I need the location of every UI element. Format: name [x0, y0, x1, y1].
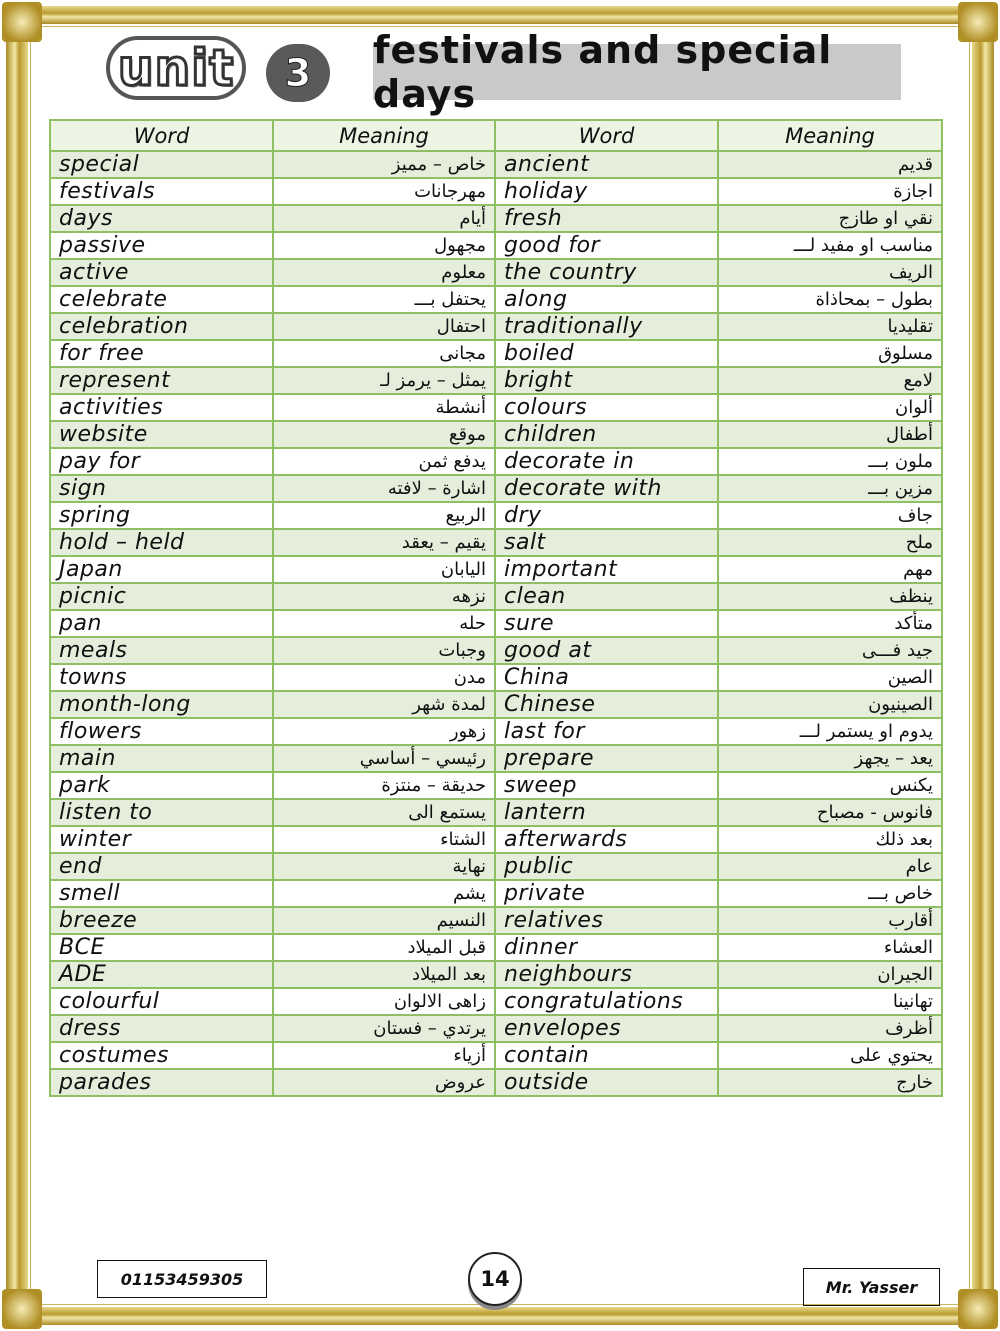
- meaning-cell: معلوم: [273, 259, 495, 286]
- meaning-cell: نهاية: [273, 853, 495, 880]
- table-row: [50, 799, 942, 826]
- meaning-cell: مهم: [718, 556, 942, 583]
- meaning-cell: حله: [273, 610, 495, 637]
- meaning-cell: يعد – يجهز: [718, 745, 942, 772]
- word-cell: month-long: [50, 691, 273, 718]
- meaning-cell: جاف: [718, 502, 942, 529]
- word-cell: flowers: [50, 718, 273, 745]
- meaning-cell: خاص – مميز: [273, 151, 495, 178]
- meaning-cell: اجازة: [718, 178, 942, 205]
- word-cell: ADE: [50, 961, 273, 988]
- word-cell: activities: [50, 394, 273, 421]
- frame-bottom-border: [8, 1307, 992, 1325]
- frame-left-border: [6, 6, 28, 1325]
- table-row: [50, 772, 942, 799]
- word-cell: winter: [50, 826, 273, 853]
- vocabulary-table: [49, 119, 943, 1097]
- meaning-cell: أنشطة: [273, 394, 495, 421]
- word-cell: salt: [495, 529, 718, 556]
- word-cell: contain: [495, 1042, 718, 1069]
- word-cell: active: [50, 259, 273, 286]
- page-title: festivals and special days: [373, 28, 833, 116]
- unit-number-badge: [266, 44, 330, 102]
- word-cell: picnic: [50, 583, 273, 610]
- meaning-cell: يدفع ثمن: [273, 448, 495, 475]
- meaning-cell: الريف: [718, 259, 942, 286]
- meaning-cell: اليابان: [273, 556, 495, 583]
- table-row: [50, 691, 942, 718]
- word-cell: bright: [495, 367, 718, 394]
- meaning-cell: لامع: [718, 367, 942, 394]
- word-cell: prepare: [495, 745, 718, 772]
- word-cell: outside: [495, 1069, 718, 1096]
- column-header-word: Word: [50, 120, 273, 151]
- meaning-cell: متأكد: [718, 610, 942, 637]
- meaning-cell: خارج: [718, 1069, 942, 1096]
- table-row: [50, 367, 942, 394]
- word-cell: festivals: [50, 178, 273, 205]
- word-cell: listen to: [50, 799, 273, 826]
- meaning-cell: تقليديا: [718, 313, 942, 340]
- meaning-cell: العشاء: [718, 934, 942, 961]
- word-cell: pay for: [50, 448, 273, 475]
- table-row: [50, 232, 942, 259]
- word-cell: good at: [495, 637, 718, 664]
- meaning-cell: عام: [718, 853, 942, 880]
- word-cell: sweep: [495, 772, 718, 799]
- meaning-cell: احتفال: [273, 313, 495, 340]
- meaning-cell: مناسب او مفيد لـــ: [718, 232, 942, 259]
- word-cell: parades: [50, 1069, 273, 1096]
- word-cell: boiled: [495, 340, 718, 367]
- meaning-cell: زهور: [273, 718, 495, 745]
- table-row: [50, 448, 942, 475]
- word-cell: last for: [495, 718, 718, 745]
- meaning-cell: مجانى: [273, 340, 495, 367]
- word-cell: relatives: [495, 907, 718, 934]
- word-cell: Japan: [50, 556, 273, 583]
- word-cell: children: [495, 421, 718, 448]
- table-row: [50, 151, 942, 178]
- page-number: 14: [468, 1252, 522, 1306]
- meaning-cell: يدوم او يستمر لـــ: [718, 718, 942, 745]
- meaning-cell: مسلوق: [718, 340, 942, 367]
- meaning-cell: ألوان: [718, 394, 942, 421]
- column-header-meaning: Meaning: [273, 120, 495, 151]
- table-row: [50, 421, 942, 448]
- table-row: [50, 394, 942, 421]
- author-box: Mr. Yasser: [803, 1268, 940, 1306]
- word-cell: ancient: [495, 151, 718, 178]
- table-row: [50, 637, 942, 664]
- vocabulary-table-body: [50, 151, 942, 1096]
- word-cell: hold – held: [50, 529, 273, 556]
- table-row: [50, 934, 942, 961]
- table-row: [50, 313, 942, 340]
- table-row: [50, 745, 942, 772]
- word-cell: China: [495, 664, 718, 691]
- table-header-row: [50, 120, 942, 151]
- word-cell: days: [50, 205, 273, 232]
- word-cell: envelopes: [495, 1015, 718, 1042]
- meaning-cell: تهانينا: [718, 988, 942, 1015]
- table-row: [50, 556, 942, 583]
- meaning-cell: الصين: [718, 664, 942, 691]
- meaning-cell: جيد فـــى: [718, 637, 942, 664]
- table-row: [50, 988, 942, 1015]
- unit-label: unit: [117, 39, 235, 97]
- phone-number-box: 01153459305: [97, 1260, 267, 1298]
- table-row: [50, 340, 942, 367]
- word-cell: decorate in: [495, 448, 718, 475]
- word-cell: important: [495, 556, 718, 583]
- word-cell: spring: [50, 502, 273, 529]
- meaning-cell: يشم: [273, 880, 495, 907]
- word-cell: afterwards: [495, 826, 718, 853]
- meaning-cell: قبل الميلاد: [273, 934, 495, 961]
- word-cell: represent: [50, 367, 273, 394]
- meaning-cell: خاص بـــ: [718, 880, 942, 907]
- meaning-cell: نقي او طازج: [718, 205, 942, 232]
- meaning-cell: النسيم: [273, 907, 495, 934]
- column-header-meaning: Meaning: [718, 120, 942, 151]
- meaning-cell: أزياء: [273, 1042, 495, 1069]
- table-row: [50, 286, 942, 313]
- word-cell: lantern: [495, 799, 718, 826]
- meaning-cell: ملون بـــ: [718, 448, 942, 475]
- word-cell: end: [50, 853, 273, 880]
- word-cell: towns: [50, 664, 273, 691]
- meaning-cell: يحتوي على: [718, 1042, 942, 1069]
- title-banner: [373, 28, 901, 116]
- table-row: [50, 1042, 942, 1069]
- table-row: [50, 529, 942, 556]
- meaning-cell: نزهه: [273, 583, 495, 610]
- word-cell: good for: [495, 232, 718, 259]
- frame-corner-ornament: [2, 2, 42, 42]
- word-cell: neighbours: [495, 961, 718, 988]
- meaning-cell: يقيم – يعقد: [273, 529, 495, 556]
- word-cell: celebrate: [50, 286, 273, 313]
- word-cell: decorate with: [495, 475, 718, 502]
- meaning-cell: وجبات: [273, 637, 495, 664]
- meaning-cell: مجهول: [273, 232, 495, 259]
- word-cell: website: [50, 421, 273, 448]
- word-cell: traditionally: [495, 313, 718, 340]
- word-cell: sure: [495, 610, 718, 637]
- table-row: [50, 205, 942, 232]
- word-cell: Chinese: [495, 691, 718, 718]
- word-cell: public: [495, 853, 718, 880]
- table-row: [50, 502, 942, 529]
- frame-top-border: [8, 6, 992, 24]
- table-row: [50, 475, 942, 502]
- word-cell: clean: [495, 583, 718, 610]
- meaning-cell: مزين بـــ: [718, 475, 942, 502]
- word-cell: meals: [50, 637, 273, 664]
- frame-corner-ornament: [958, 2, 998, 42]
- word-cell: colours: [495, 394, 718, 421]
- frame-corner-ornament: [2, 1289, 42, 1329]
- table-row: [50, 1069, 942, 1096]
- meaning-cell: الشتاء: [273, 826, 495, 853]
- meaning-cell: قديم: [718, 151, 942, 178]
- unit-number: 3: [284, 51, 312, 95]
- table-row: [50, 259, 942, 286]
- meaning-cell: عروض: [273, 1069, 495, 1096]
- word-cell: dress: [50, 1015, 273, 1042]
- column-header-word: Word: [495, 120, 718, 151]
- table-row: [50, 826, 942, 853]
- word-cell: breeze: [50, 907, 273, 934]
- word-cell: for free: [50, 340, 273, 367]
- table-row: [50, 853, 942, 880]
- meaning-cell: مهرجانات: [273, 178, 495, 205]
- meaning-cell: يرتدي – فستان: [273, 1015, 495, 1042]
- word-cell: dry: [495, 502, 718, 529]
- word-cell: sign: [50, 475, 273, 502]
- table-row: [50, 961, 942, 988]
- word-cell: costumes: [50, 1042, 273, 1069]
- table-row: [50, 880, 942, 907]
- meaning-cell: الصينيون: [718, 691, 942, 718]
- meaning-cell: بعد ذلك: [718, 826, 942, 853]
- meaning-cell: حديقة – منتزة: [273, 772, 495, 799]
- meaning-cell: ينظف: [718, 583, 942, 610]
- word-cell: colourful: [50, 988, 273, 1015]
- meaning-cell: أظرف: [718, 1015, 942, 1042]
- word-cell: the country: [495, 259, 718, 286]
- word-cell: holiday: [495, 178, 718, 205]
- table-row: [50, 610, 942, 637]
- meaning-cell: مدن: [273, 664, 495, 691]
- meaning-cell: ملح: [718, 529, 942, 556]
- unit-badge: [106, 36, 246, 100]
- frame-right-border: [972, 6, 994, 1325]
- meaning-cell: أطفال: [718, 421, 942, 448]
- word-cell: special: [50, 151, 273, 178]
- table-row: [50, 907, 942, 934]
- meaning-cell: بعد الميلاد: [273, 961, 495, 988]
- word-cell: fresh: [495, 205, 718, 232]
- meaning-cell: الربيع: [273, 502, 495, 529]
- word-cell: dinner: [495, 934, 718, 961]
- meaning-cell: يكنس: [718, 772, 942, 799]
- frame-corner-ornament: [958, 1289, 998, 1329]
- table-row: [50, 664, 942, 691]
- meaning-cell: أقارب: [718, 907, 942, 934]
- table-row: [50, 583, 942, 610]
- meaning-cell: لمدة شهر: [273, 691, 495, 718]
- meaning-cell: رئيسي – أساسي: [273, 745, 495, 772]
- meaning-cell: زاهى الالوان: [273, 988, 495, 1015]
- word-cell: private: [495, 880, 718, 907]
- meaning-cell: أيام: [273, 205, 495, 232]
- meaning-cell: فانوس - مصباح: [718, 799, 942, 826]
- table-row: [50, 178, 942, 205]
- word-cell: park: [50, 772, 273, 799]
- meaning-cell: اشارة – لافته: [273, 475, 495, 502]
- meaning-cell: الجيران: [718, 961, 942, 988]
- word-cell: smell: [50, 880, 273, 907]
- table-row: [50, 1015, 942, 1042]
- meaning-cell: بطول – بمحاذاة: [718, 286, 942, 313]
- meaning-cell: موقع: [273, 421, 495, 448]
- meaning-cell: يحتفل بـــ: [273, 286, 495, 313]
- word-cell: along: [495, 286, 718, 313]
- word-cell: BCE: [50, 934, 273, 961]
- word-cell: pan: [50, 610, 273, 637]
- meaning-cell: يستمع الى: [273, 799, 495, 826]
- word-cell: celebration: [50, 313, 273, 340]
- word-cell: main: [50, 745, 273, 772]
- word-cell: congratulations: [495, 988, 718, 1015]
- word-cell: passive: [50, 232, 273, 259]
- meaning-cell: يمثل – يرمز لـ: [273, 367, 495, 394]
- table-row: [50, 718, 942, 745]
